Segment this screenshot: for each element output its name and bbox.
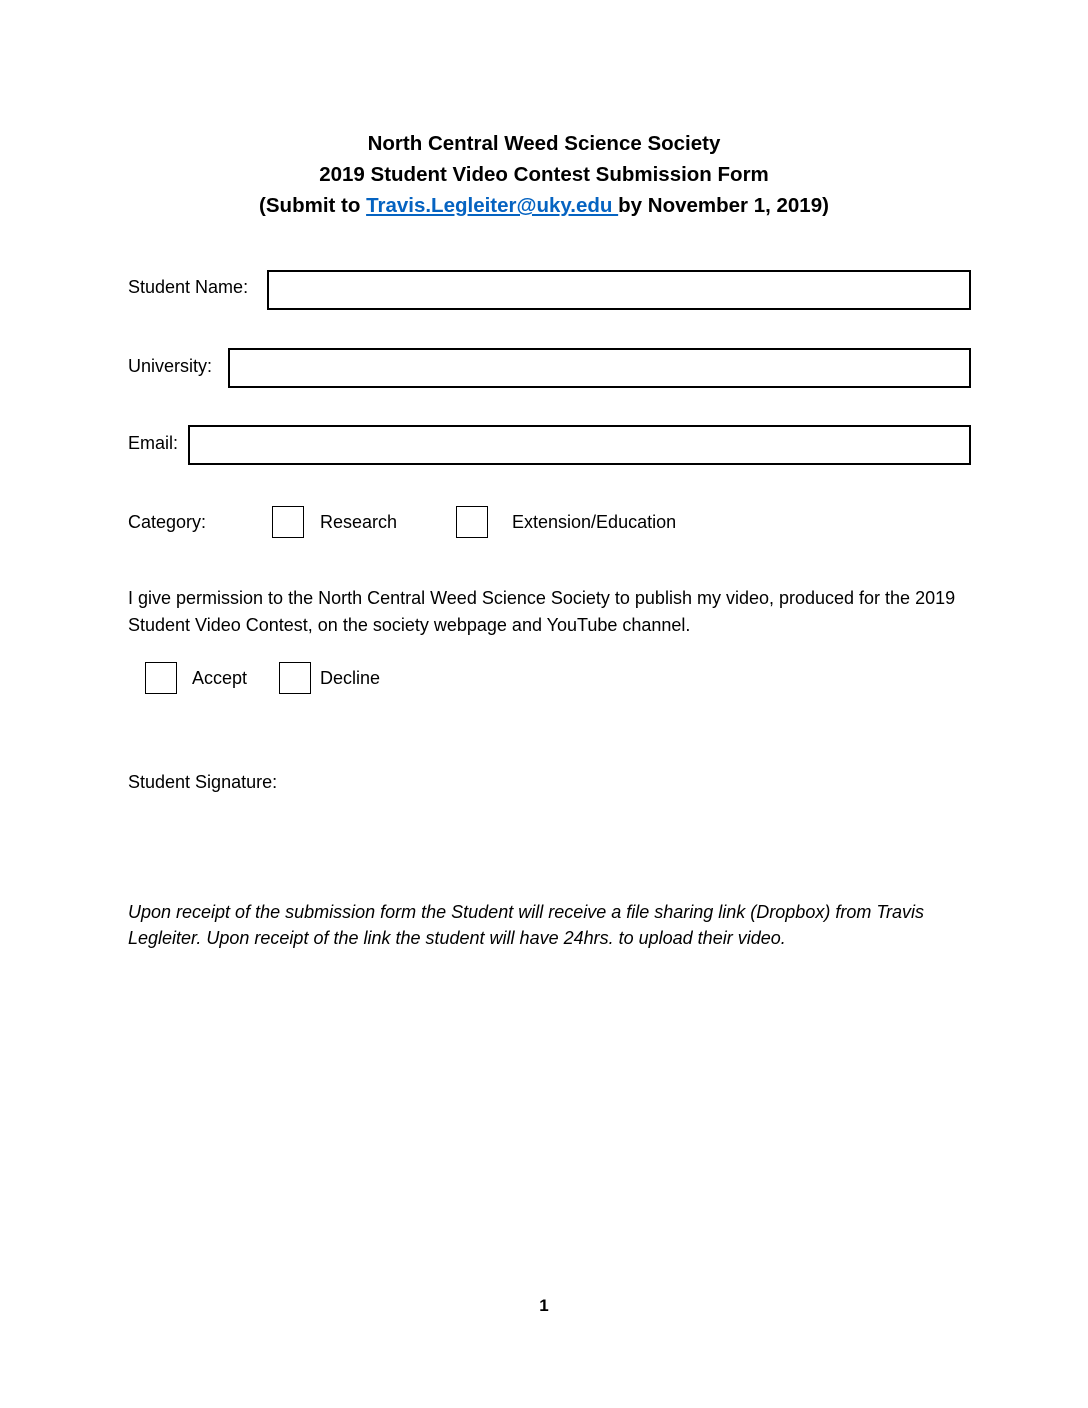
university-label: University: [128, 356, 213, 376]
page-number: 1 [539, 1296, 549, 1315]
category-label: Category: [128, 512, 207, 532]
permission-statement: I give permission to the North Central Weed Science Society to publish my video, produced for the 2019 Student Video Contest, on the society webpage and YouTube channel. [128, 588, 956, 635]
research-checkbox[interactable] [272, 506, 304, 538]
submit-email-link[interactable]: Travis.Legleiter@uky.edu [366, 194, 619, 217]
research-option-label: Research [320, 512, 398, 532]
accept-option-label: Accept [192, 668, 248, 688]
accept-checkbox[interactable] [145, 662, 177, 694]
student-name-field[interactable] [267, 270, 971, 310]
submission-note: Upon receipt of the submission form the Student will receive a file sharing link (Dropbox) from Travis Legleiter. Upon receipt of the link the student will have 24hrs. to upload their video. [128, 902, 924, 948]
submit-prefix: (Submit to [259, 194, 367, 217]
email-label: Email: [128, 433, 179, 453]
submit-deadline: by November 1, 2019) [618, 194, 829, 217]
submit-instructions [0, 190, 1088, 221]
university-field[interactable] [228, 348, 971, 388]
extension-education-checkbox[interactable] [456, 506, 488, 538]
form-header [0, 128, 1088, 221]
decline-checkbox[interactable] [279, 662, 311, 694]
email-field[interactable] [188, 425, 971, 465]
student-name-label: Student Name: [128, 277, 249, 297]
student-signature-label: Student Signature: [128, 772, 278, 792]
form-subtitle: 2019 Student Video Contest Submission Form [319, 163, 769, 186]
page-title: North Central Weed Science Society [367, 132, 721, 155]
decline-option-label: Decline [320, 668, 381, 688]
extension-education-option-label: Extension/Education [512, 512, 677, 532]
